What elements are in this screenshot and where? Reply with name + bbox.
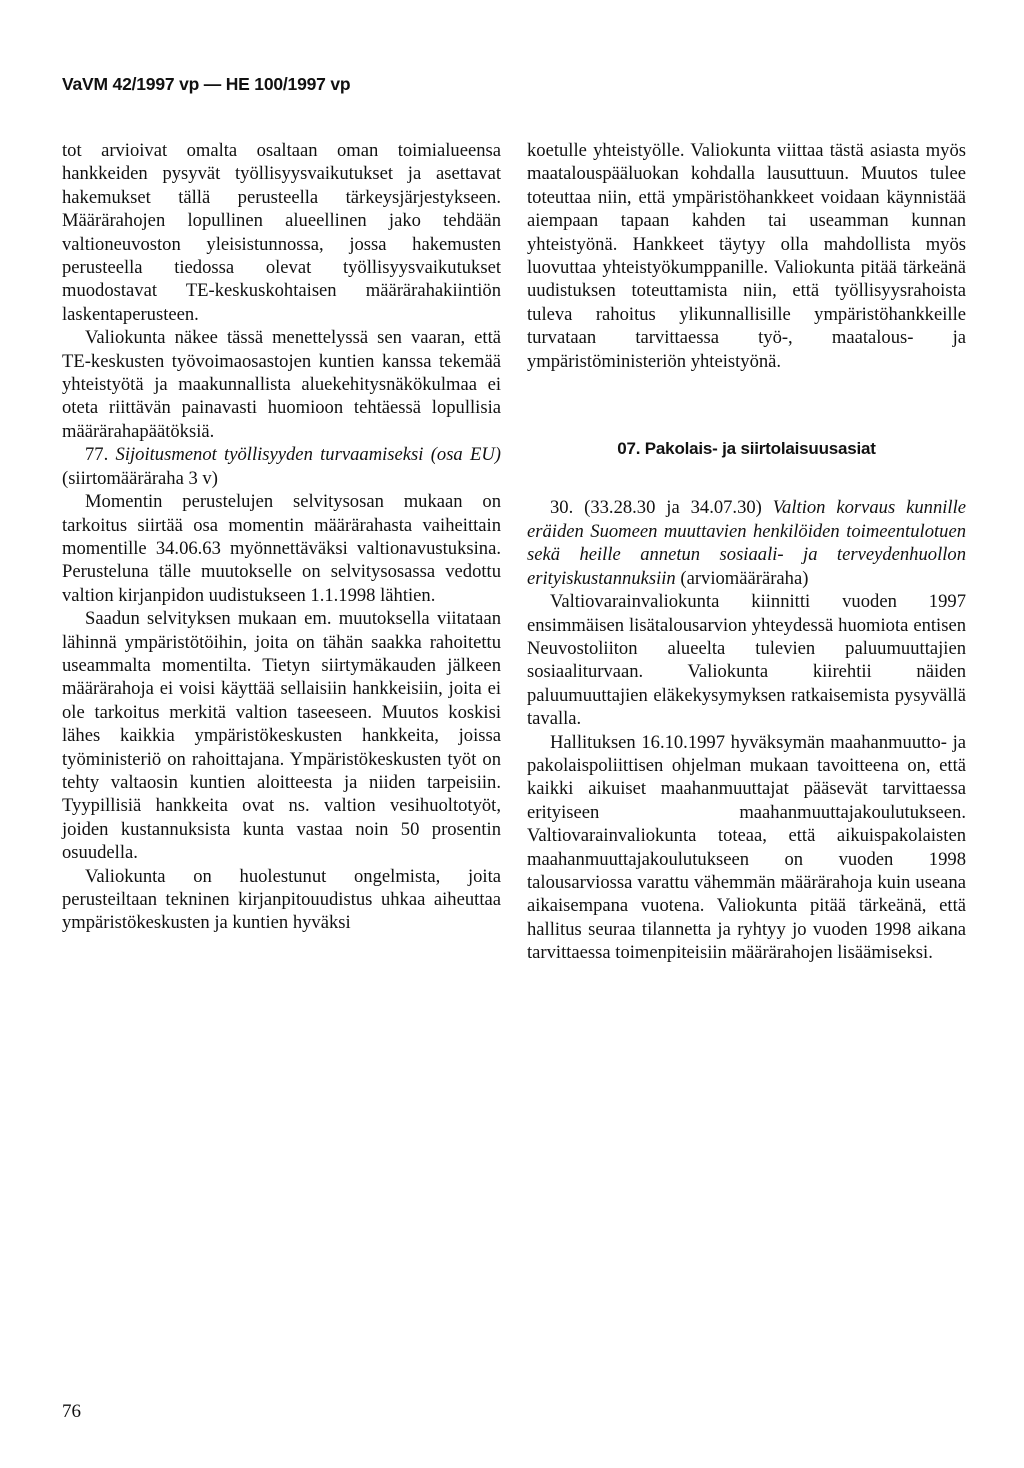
page-number: 76 (62, 1401, 81, 1422)
paragraph: Hallituksen 16.10.1997 hyväksymän maahanmuutto- ja pakolaispoliittisen ohjelman mukaan tavoitteena on, että kaikki aikuiset maahanmuuttajat pääsevät tarvittaessa erityiseen maahanmuuttajakoulutukseen. Valtiovarainvaliokunta toteaa, että aikuispakolaisten maahanmuuttajakoulutukseen on vuoden 1998 talousarviossa varattu vähemmän määrärahoja kuin useana aikaisempana vuotena. Valiokunta pitää tärkeänä, että hallitus seuraa tilannetta ja ryhtyy jo vuoden 1998 aikana tarvittaessa toimenpiteisiin määrärahojen lisäämiseksi. (527, 731, 966, 964)
item-number: 77. (85, 444, 109, 466)
paragraph: Valiokunta näkee tässä menettelyssä sen vaaran, että TE-keskusten työvoimaosastojen kuntien kanssa tekemää yhteistyötä ja maakunnallista aluekehitysnäkökulmaa ei oteta riittävän painavasti huomioon tehtäessä lopullisia määrärahapäätöksiä. (62, 327, 501, 442)
paragraph: koetulle yhteistyölle. Valiokunta viittaa tästä asiasta myös maatalouspääluokan kohdalla lausuttuun. Muutos tulee toteuttaa niin, että ympäristöhankkeet voidaan käynnistää aiempaan tapaan kahden tai useamman kunnan yhteistyönä. Hankkeet täytyy olla mahdollista myös luovuttaa yhteistyökumppanille. Valiokunta pitää tärkeänä uudistuksen toteuttamista niin, että työllisyysrahoista tuleva rahoitus ylikunnallisille ympäristöhankkeille turvataan tarvittaessa työ-, maatalous- ja ympäristöministeriön yhteistyönä. (527, 140, 966, 372)
paragraph: Saadun selvityksen mukaan em. muutoksella viitataan lähinnä ympäristötöihin, joita on tähän saakka rahoitettu useammalta momentilta. Tietyn siirtymäkauden jälkeen määrärahoja ei voisi käyttää sellaisiin hankkeisiin, joita ei ole tarkoitus merkitä valtion taseeseen. Muutos koskisi lähes kaikkia ympäristökeskusten hankkeita, joissa työministeriö on rahoittajana. Ympäristökeskusten työt on tehty valtaosin kuntien aloitteesta ja niiden tarpeisiin. Tyypillisiä hankkeita ovat ns. valtion vesihuoltotyöt, joiden kustannuksista kunta vastaa noin 50 prosentin osuudella. (62, 608, 501, 864)
paragraph: Valtiovarainvaliokunta kiinnitti vuoden 1997 ensimmäisen lisätalousarvion yhteydessä huomiota entisen Neuvostoliiton alueelta tulevien paluumuuttajien sosiaaliturvaan. Valiokunta kiirehtii näiden paluumuuttajien eläkekysymyksen ratkaisemista pysyvällä tavalla. (527, 591, 966, 730)
right-column (527, 139, 966, 965)
paragraph: Valiokunta on huolestunut ongelmista, joita perusteiltaan tekninen kirjanpitouudistus uhkaa aiheuttaa ympäristökeskusten ja kuntien hyväksi (62, 865, 501, 934)
left-column (62, 139, 501, 935)
page-header: VaVM 42/1997 vp — HE 100/1997 vp (62, 74, 351, 94)
item-title: Valtion korvaus kunnille eräiden Suomeen muuttavien henkilöiden toimeentulotuen sekä heille annetun sosiaali- ja terveydenhuollon erityiskustannuksiin (527, 497, 966, 589)
paragraph: tot arvioivat omalta osaltaan oman toimialueensa hankkeiden pysyvät työllisyysvaikutukset ja asettavat hakemukset tällä perusteella tärkeysjärjestykseen. Määrärahojen lopullinen alueellinen jako tehdään valtioneuvoston yleisistunnossa, jossa hakemusten perusteella tiedossa olevat työllisyysvaikutukset muodostavat TE-keskuskohtaisen määrärahakiintiön laskentaperusteen. (62, 140, 501, 325)
paragraph: Momentin perustelujen selvitysosan mukaan on tarkoitus siirtää osa momentin määrärahasta vaiheittain momentille 34.06.63 myönnettäväksi valtionavustuksina. Perusteluna tälle muutokselle on selvitysosassa vedottu valtion kirjanpidon uudistukseen 1.1.1998 lähtien. (62, 491, 501, 606)
section-heading: 07. Pakolais- ja siirtolaisuusasiat (617, 439, 876, 459)
item-suffix: (siirtomääräraha 3 v) (62, 467, 218, 489)
item-77-heading (62, 443, 501, 490)
item-suffix: (arviomääräraha) (680, 567, 809, 589)
item-number: 30. (33.28.30 ja 34.07.30) (550, 497, 762, 519)
item-title: Sijoitusmenot työllisyyden turvaamiseksi (osa EU) (115, 444, 501, 466)
item-30-heading (527, 496, 966, 590)
